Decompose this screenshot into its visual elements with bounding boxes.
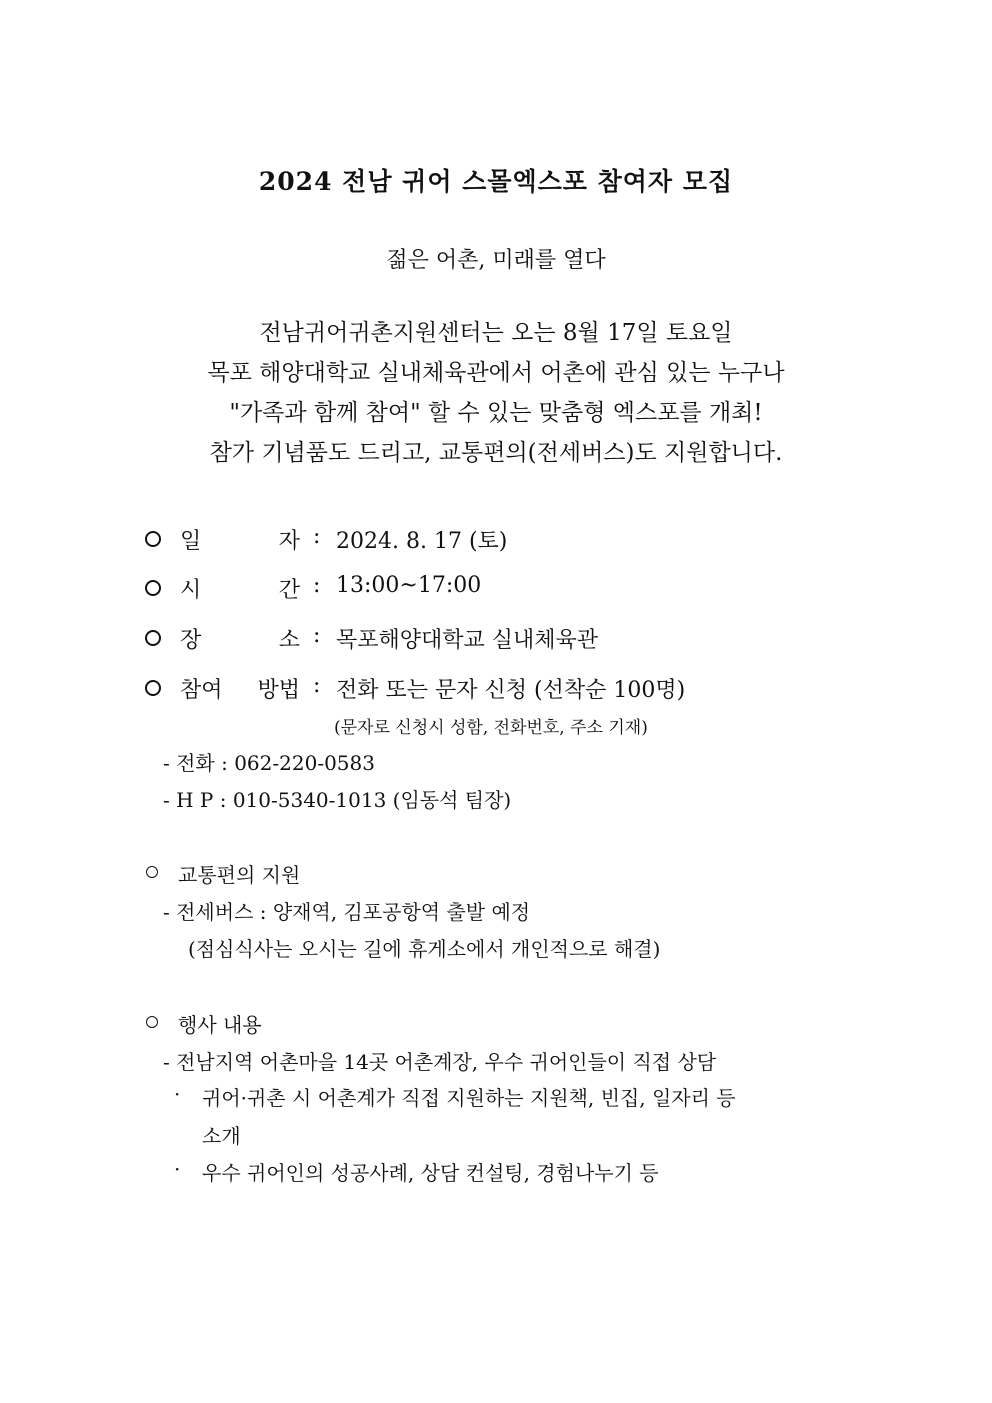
intro-line: 참가 기념품도 드리고, 교통편의(전세버스)도 지원합니다.: [209, 440, 783, 466]
circle-bullet-icon: [145, 630, 161, 646]
dot-bullet-icon: ·: [174, 1082, 181, 1106]
event-item: 우수 귀어인의 성공사례, 상담 컨설팅, 경험나누기 등: [202, 1161, 659, 1185]
hp-line: - H P : 010-5340-1013 (임동석 팀장): [163, 788, 512, 812]
intro-line: "가족과 함께 참여" 할 수 있는 맞춤형 엑스포를 개최!: [229, 400, 763, 426]
intro-line: 목포 해양대학교 실내체육관에서 어촌에 관심 있는 누구나: [207, 360, 785, 386]
document-page: 2024 전남 귀어 스몰엑스포 참여자 모집 젊은 어촌, 미래를 열다 전남귀어귀촌지원센터는 오는 8월 17일 토요일 목포 해양대학교 실내체육관에서 어촌에 관심 있는 누구나 "가족과 함께 참여" 할 수 있는 맞춤형 엑스포를 개최! 참가 기념품도 드리고, 교통편의(전세버스)도 지원합니다. 일 자 : 2024. 8. 17 (토) 시 간 : 13:00~17:00 장 소 : 목포해양대학교 실내체육관 참여 방법 : 전화 또는 문자 신청 (선착순 100명) (문자로 신청시 성함, 전화번호, 주소 기재) - 전화 : 062-220-0583 - H P : 010-5340-1013 (임동석 팀장) 교통편의 지원 - 전세버스 : 양재역, 김포공항역 출발 예정 (점심식사는 오시는 길에 휴게소에서 개인적으로 해결) 행사 내용 - 전남지역 어촌마을 14곳 어촌계장, 우수 귀어인들이 직접 상담 · 귀어·귀촌 시 어촌계가 직접 지원하는 지원책, 빈집, 일자리 등 소개 · 우수 귀어인의 성공사례, 상담 컨설팅, 경험나누기 등: [0, 0, 992, 1403]
circle-bullet-icon: [145, 580, 161, 596]
event-title: 행사 내용: [178, 1013, 262, 1037]
bus-line: - 전세버스 : 양재역, 김포공항역 출발 예정: [163, 900, 531, 924]
event-item: 귀어·귀촌 시 어촌계가 직접 지원하는 지원책, 빈집, 일자리 등: [202, 1086, 736, 1110]
intro-paragraph: [0, 313, 992, 473]
colon: :: [313, 524, 321, 549]
page-title: 2024 전남 귀어 스몰엑스포 참여자 모집: [258, 167, 734, 196]
colon: :: [313, 673, 321, 698]
detail-value-time: 13:00~17:00: [336, 573, 482, 598]
circle-bullet-icon: [146, 866, 158, 878]
intro-line: 전남귀어귀촌지원센터는 오는 8월 17일 토요일: [259, 320, 733, 346]
circle-bullet-icon: [146, 1016, 158, 1028]
phone-line: - 전화 : 062-220-0583: [163, 751, 375, 775]
circle-bullet-icon: [145, 680, 161, 696]
detail-value-place: 목포해양대학교 실내체육관: [336, 628, 599, 653]
lunch-note: (점심식사는 오시는 길에 휴게소에서 개인적으로 해결): [188, 937, 661, 961]
colon: :: [313, 623, 321, 648]
event-item-continued: 소개: [202, 1124, 241, 1148]
event-line: - 전남지역 어촌마을 14곳 어촌계장, 우수 귀어인들이 직접 상담: [163, 1050, 717, 1074]
page-subtitle: 젊은 어촌, 미래를 열다: [386, 248, 606, 273]
detail-value-method: 전화 또는 문자 신청 (선착순 100명): [336, 678, 686, 703]
dot-bullet-icon: ·: [174, 1157, 181, 1181]
detail-value-date: 2024. 8. 17 (토): [336, 529, 508, 554]
transport-title: 교통편의 지원: [178, 863, 301, 887]
circle-bullet-icon: [145, 531, 161, 547]
method-note: (문자로 신청시 성함, 전화번호, 주소 기재): [334, 718, 648, 738]
colon: :: [313, 573, 321, 598]
